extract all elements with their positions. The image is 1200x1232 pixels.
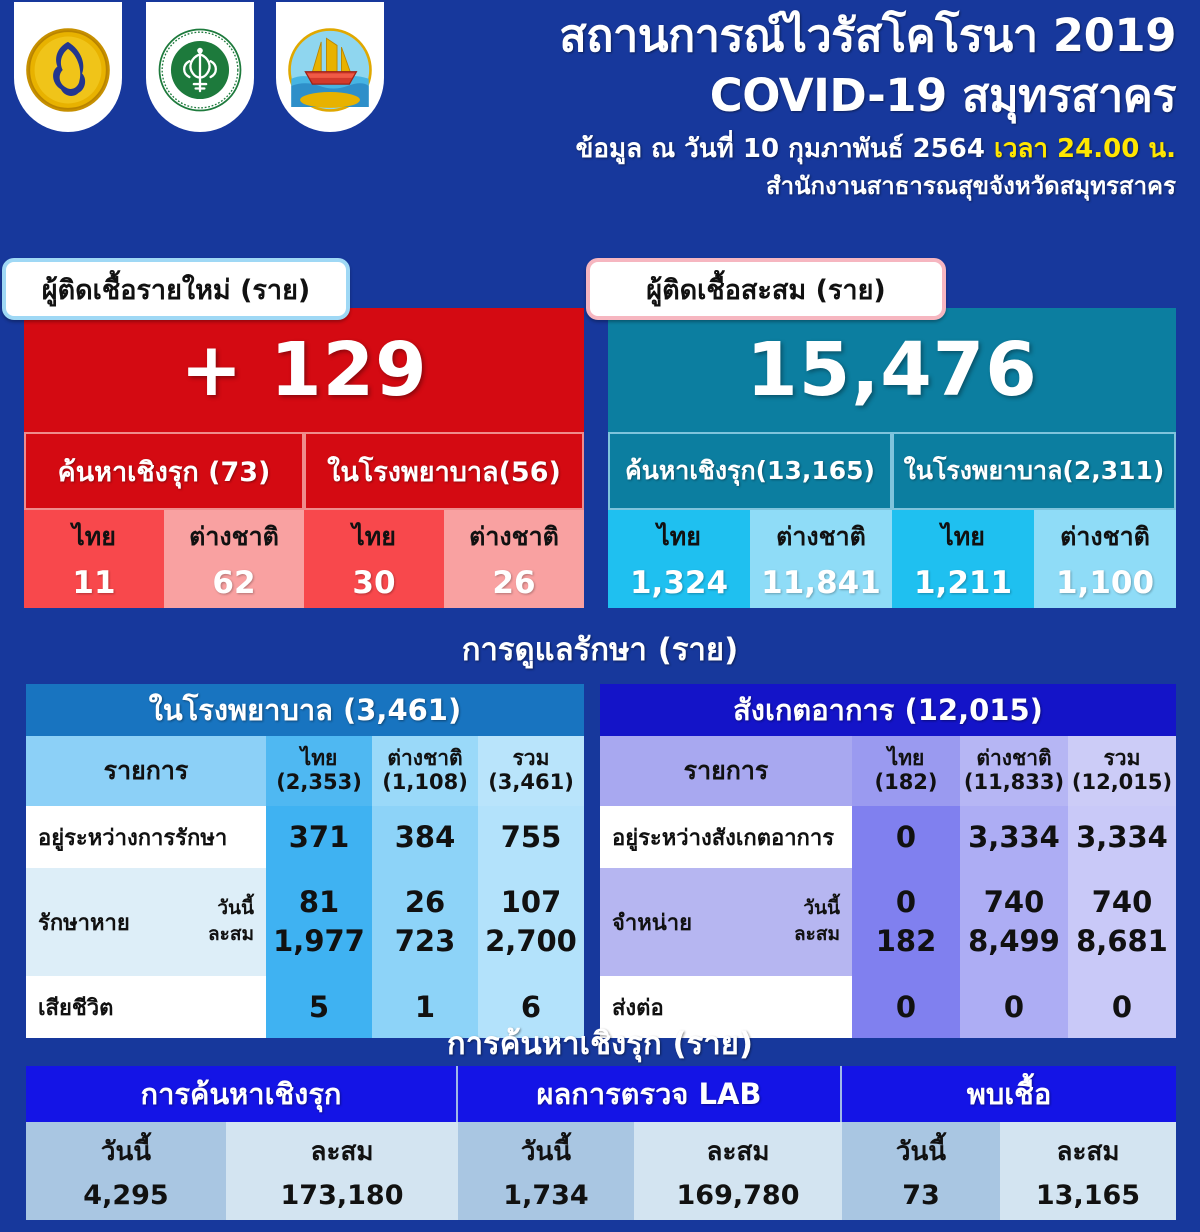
cell-value: 371: [288, 820, 350, 854]
period-label: ละสม: [310, 1137, 374, 1167]
observation-care-grid: [600, 736, 1176, 1038]
col-header-foreign-sub: (11,833): [963, 770, 1065, 794]
new-cases-nationality-row: [24, 510, 584, 608]
nationality-label: ต่างชาติ: [1060, 522, 1150, 551]
hospital-care-header: ในโรงพยาบาล (3,461): [26, 684, 584, 736]
subrow-today-label: วันนี้: [217, 897, 254, 920]
cell-value: 755: [500, 820, 562, 854]
active-search-header-row: [26, 1066, 1176, 1122]
active-search-section-title: การค้นหาเชิงรุก (ราย): [446, 1026, 754, 1062]
row-subperiod-labels: [208, 896, 258, 947]
nationality-value: 11: [72, 565, 116, 601]
cell-value-today: 0: [895, 884, 917, 919]
cell-value-today: 740: [1091, 884, 1153, 919]
issuing-office: สำนักงานสาธารณสุขจังหวัดสมุทรสาคร: [765, 172, 1176, 200]
row-value-total: [1068, 868, 1176, 976]
row-label: รักษาหาย: [38, 910, 130, 936]
new-cases-hospital-foreign: [444, 510, 584, 608]
cumulative-hospital-foreign: [1034, 510, 1176, 608]
cumulative-group-active-search: ค้นหาเชิงรุก(13,165): [608, 432, 892, 510]
new-cases-active-foreign: [164, 510, 304, 608]
active-search-lab-cumulative: [634, 1122, 842, 1220]
row-label-cell: [26, 806, 266, 868]
row-label-with-subrows: [600, 868, 852, 976]
active-search-proactive-cumulative: [226, 1122, 458, 1220]
col-header-thai-label: ไทย: [887, 746, 925, 771]
row-value-total: [1068, 806, 1176, 868]
period-label: ละสม: [1056, 1137, 1120, 1167]
cell-value: 3,334: [1076, 820, 1168, 854]
cumulative-cases-total-value: 15,476: [746, 327, 1038, 413]
cell-value: 4,295: [83, 1180, 169, 1211]
nationality-value: 30: [352, 565, 396, 601]
row-value-thai: [852, 868, 960, 976]
subrow-cumulative-label: ละสม: [208, 923, 254, 945]
row-label-with-subrows: [26, 868, 266, 976]
cell-value-cumulative: 8,681: [1076, 924, 1168, 958]
col-header-total: [1068, 736, 1176, 806]
new-cases-hospital-thai: [304, 510, 444, 608]
col-header-thai-sub: (2,353): [276, 770, 362, 794]
cumulative-group-hospital: ในโรงพยาบาล(2,311): [892, 432, 1176, 510]
nationality-value: 1,100: [1055, 565, 1155, 601]
cell-value-today: 81: [298, 884, 340, 919]
row-label: จำหน่าย: [612, 910, 693, 936]
cell-value: 6: [520, 990, 542, 1024]
header-title-block: [360, 6, 1190, 204]
report-time: เวลา 24.00 น.: [993, 134, 1176, 164]
cell-value: 73: [902, 1180, 940, 1211]
active-search-header-positive: พบเชื้อ: [842, 1066, 1176, 1122]
nationality-value: 26: [492, 565, 536, 601]
cell-value-cumulative: 723: [394, 924, 456, 958]
active-search-proactive-today: [26, 1122, 226, 1220]
cumulative-cases-total-band: [608, 308, 1176, 432]
table-row: [600, 868, 1176, 976]
active-search-header-proactive: การค้นหาเชิงรุก: [26, 1066, 458, 1122]
cumulative-cases-group-row: [608, 432, 1176, 510]
col-header-foreign-label: ต่างชาติ: [976, 746, 1052, 771]
cell-value: 13,165: [1035, 1180, 1141, 1211]
new-cases-group-hospital: ในโรงพยาบาล(56): [304, 432, 584, 510]
ministry-of-public-health-seal: [146, 2, 254, 132]
row-label: ส่งต่อ: [612, 995, 664, 1021]
row-subperiod-labels: [794, 896, 844, 947]
cell-value: 3,334: [968, 820, 1060, 854]
new-cases-group-active-search: ค้นหาเชิงรุก (73): [24, 432, 304, 510]
nationality-value: 1,324: [629, 565, 729, 601]
row-value-thai: [852, 806, 960, 868]
cumulative-active-foreign: [750, 510, 892, 608]
page-title-line1: สถานการณ์ไวรัสโคโรนา 2019: [559, 9, 1176, 62]
cell-value: 0: [1111, 990, 1133, 1024]
cell-value-today: 740: [983, 884, 1045, 919]
hospital-care-grid: [26, 736, 584, 1038]
cumulative-hospital-thai: [892, 510, 1034, 608]
row-value-foreign: [372, 868, 478, 976]
col-header-total-label: รวม: [512, 746, 550, 771]
active-search-positive-cumulative: [1000, 1122, 1176, 1220]
cell-value-today: 107: [500, 884, 562, 919]
provincial-garuda-seal: [14, 2, 122, 132]
row-label-cell: [26, 868, 266, 976]
period-label: วันนี้: [895, 1137, 947, 1167]
col-header-total-sub: (12,015): [1071, 770, 1173, 794]
active-search-table: [26, 1066, 1176, 1220]
col-header-thai-label: ไทย: [300, 746, 338, 771]
cumulative-active-thai: [608, 510, 750, 608]
row-label-cell: [600, 868, 852, 976]
table-header-row: [600, 736, 1176, 806]
active-search-body-row: [26, 1122, 1176, 1220]
col-header-total-label: รวม: [1103, 746, 1141, 771]
cell-value-cumulative: 182: [875, 924, 937, 958]
table-row: [600, 806, 1176, 868]
new-cases-active-thai: [24, 510, 164, 608]
row-value-foreign: [960, 806, 1068, 868]
cell-value: 0: [895, 990, 917, 1024]
observation-care-header: สังเกตอาการ (12,015): [600, 684, 1176, 736]
cell-value-cumulative: 2,700: [485, 924, 577, 958]
col-header-total: [478, 736, 584, 806]
cell-value: 1: [414, 990, 436, 1024]
cell-value-cumulative: 1,977: [273, 924, 365, 958]
cell-value: 0: [1003, 990, 1025, 1024]
col-header-foreign-sub: (1,108): [382, 770, 468, 794]
new-cases-label-pill: ผู้ติดเชื้อรายใหม่ (ราย): [2, 258, 350, 320]
nationality-value: 62: [212, 565, 256, 601]
row-label: เสียชีวิต: [38, 995, 114, 1021]
table-header-row: [26, 736, 584, 806]
col-header-item: รายการ: [600, 736, 852, 806]
nationality-label: ต่างชาติ: [469, 522, 559, 551]
table-row: [26, 806, 584, 868]
cell-value: 169,780: [676, 1180, 800, 1211]
cell-value: 5: [308, 990, 330, 1024]
row-value-total: [478, 806, 584, 868]
row-value-foreign: [372, 806, 478, 868]
report-datetime: [360, 130, 1176, 168]
subrow-cumulative-label: ละสม: [794, 923, 840, 945]
care-section-title: การดูแลรักษา (ราย): [461, 632, 739, 668]
col-header-foreign: [372, 736, 478, 806]
nationality-label: ไทย: [352, 522, 396, 551]
new-cases-total-value: + 129: [180, 327, 428, 413]
row-label: อยู่ระหว่างการรักษา: [38, 825, 228, 851]
active-search-positive-today: [842, 1122, 1000, 1220]
cell-value: 1,734: [503, 1180, 589, 1211]
row-label: อยู่ระหว่างสังเกตอาการ: [612, 825, 835, 851]
nationality-label: ไทย: [72, 522, 116, 551]
hospital-care-table: [26, 684, 584, 1038]
new-cases-card: [24, 308, 584, 608]
period-label: ละสม: [706, 1137, 770, 1167]
cell-value-today: 26: [404, 884, 446, 919]
active-search-header-lab: ผลการตรวจ LAB: [458, 1066, 842, 1122]
col-header-item: รายการ: [26, 736, 266, 806]
subrow-today-label: วันนี้: [803, 897, 840, 920]
cell-value: 0: [895, 820, 917, 854]
col-header-foreign-label: ต่างชาติ: [387, 746, 463, 771]
col-header-foreign: [960, 736, 1068, 806]
nationality-label: ไทย: [941, 522, 985, 551]
col-header-thai: [852, 736, 960, 806]
cell-value-cumulative: 8,499: [968, 924, 1060, 958]
row-value-foreign: [960, 868, 1068, 976]
row-value-thai: [266, 806, 372, 868]
nationality-label: ต่างชาติ: [776, 522, 866, 551]
nationality-label: ต่างชาติ: [189, 522, 279, 551]
table-row: [26, 868, 584, 976]
period-label: วันนี้: [520, 1137, 572, 1167]
cell-value: 384: [394, 820, 456, 854]
col-header-thai-sub: (182): [874, 770, 938, 794]
row-value-thai: [266, 868, 372, 976]
page-title-line2: COVID-19 สมุทรสาคร: [709, 69, 1176, 122]
report-date: ข้อมูล ณ วันที่ 10 กุมภาพันธ์ 2564: [575, 134, 985, 164]
col-header-total-sub: (3,461): [488, 770, 574, 794]
cumulative-cases-card: [608, 308, 1176, 608]
cumulative-nationality-row: [608, 510, 1176, 608]
col-header-thai: [266, 736, 372, 806]
new-cases-group-row: [24, 432, 584, 510]
cumulative-cases-label-pill: ผู้ติดเชื้อสะสม (ราย): [586, 258, 946, 320]
observation-care-table: [600, 684, 1176, 1038]
period-label: วันนี้: [100, 1137, 152, 1167]
row-value-total: [478, 868, 584, 976]
cell-value: 173,180: [280, 1180, 404, 1211]
nationality-value: 11,841: [761, 565, 881, 601]
new-cases-total-band: [24, 308, 584, 432]
nationality-label: ไทย: [657, 522, 701, 551]
nationality-value: 1,211: [913, 565, 1013, 601]
active-search-lab-today: [458, 1122, 634, 1220]
header-banner: [0, 0, 1200, 240]
row-label-cell: [600, 806, 852, 868]
